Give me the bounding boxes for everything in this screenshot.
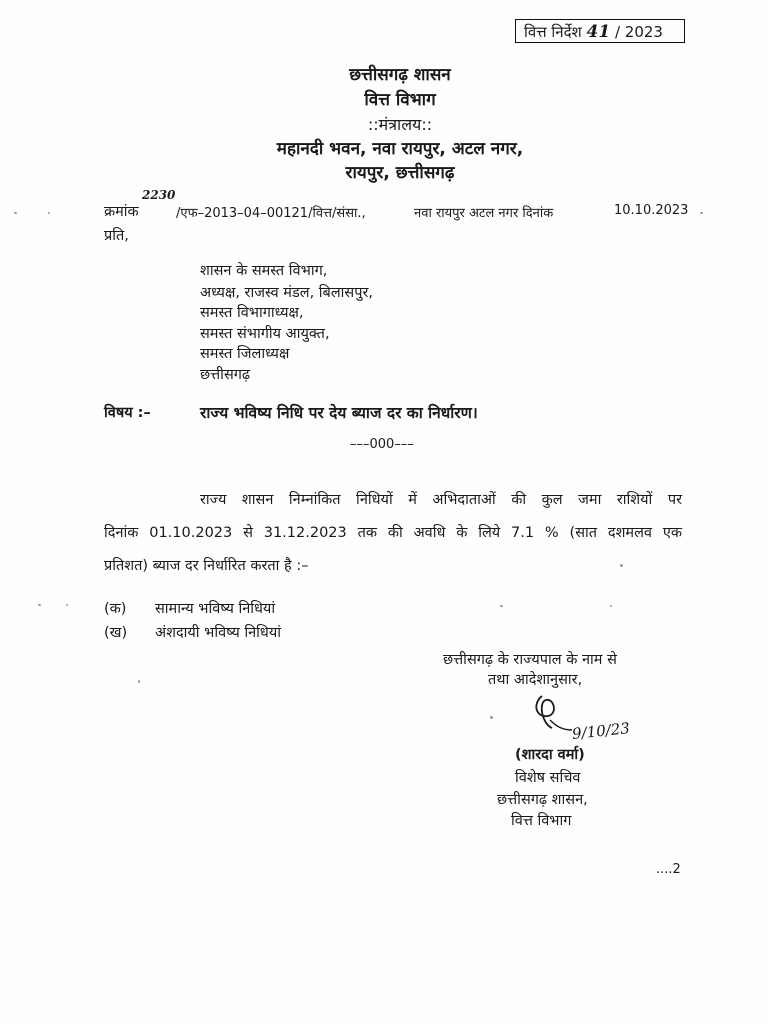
reference-box: [515, 19, 685, 43]
signatory-government: छत्तीसगढ़ शासन,: [497, 792, 588, 808]
separator: –––000–––: [350, 437, 414, 452]
signatory-designation: विशेष सचिव: [515, 770, 581, 786]
scan-speck: [138, 680, 140, 683]
scan-speck: [610, 605, 612, 607]
body-line-3: प्रतिशत) ब्याज दर निर्धारित करता है :–: [104, 558, 309, 574]
recipient-line: शासन के समस्त विभाग,: [200, 263, 328, 279]
header-state: छत्तीसगढ़ शासन: [349, 65, 451, 85]
order-handwritten-number: 2230: [142, 188, 176, 202]
recipient-line: अध्यक्ष, राजस्व मंडल, बिलासपुर,: [200, 285, 373, 301]
header-address-2: रायपुर, छत्तीसगढ़: [345, 163, 455, 183]
recipient-line: समस्त जिलाध्यक्ष: [200, 346, 290, 362]
reference-suffix: / 2023: [614, 23, 663, 41]
page-continuation: ....2: [656, 862, 681, 877]
scan-speck: [14, 212, 17, 214]
scan-speck: [38, 604, 41, 606]
header-department: वित्त विभाग: [364, 90, 436, 110]
signature-date: 9/10/23: [571, 719, 631, 743]
reference-prefix: वित्त निर्देश: [524, 23, 582, 41]
header-mantralaya: ::मंत्रालय::: [367, 115, 433, 134]
scan-speck: [48, 212, 50, 214]
recipient-line: समस्त विभागाध्यक्ष,: [200, 305, 304, 321]
scan-speck: [66, 604, 68, 606]
recipient-line: समस्त संभागीय आयुक्त,: [200, 326, 330, 342]
subject-label: विषय :–: [104, 405, 151, 421]
scan-speck: [620, 564, 623, 567]
order-file-number: /एफ–2013–04–00121/वित्त/संसा.,: [176, 206, 366, 221]
body-line-2: दिनांक 01.10.2023 से 31.12.2023 तक की अवधि के लिये 7.1 % (सात दशमलव एक: [104, 525, 682, 541]
reference-number: 41: [586, 22, 611, 42]
signatory-name: (शारदा वर्मा): [515, 747, 585, 763]
subject-text: राज्य भविष्य निधि पर देय ब्याज दर का निर्धारण।: [200, 404, 478, 422]
closing-line-1: छत्तीसगढ़ के राज्यपाल के नाम से: [443, 652, 617, 668]
closing-line-2: तथा आदेशानुसार,: [488, 672, 583, 688]
scan-speck: [500, 605, 503, 607]
fund-name: सामान्य भविष्य निधियां: [155, 601, 276, 617]
order-date: 10.10.2023: [614, 203, 689, 218]
header-address-1: महानदी भवन, नवा रायपुर, अटल नगर,: [276, 139, 524, 159]
order-kramank-label: क्रमांक: [104, 204, 139, 220]
recipient-line: छत्तीसगढ़: [200, 367, 251, 383]
scan-speck: [490, 716, 493, 719]
scan-speck: [700, 212, 703, 214]
fund-marker: (ख): [104, 625, 128, 641]
order-prati: प्रति,: [104, 228, 129, 244]
fund-marker: (क): [104, 601, 127, 617]
order-place-date-label: नवा रायपुर अटल नगर दिनांक: [414, 206, 554, 221]
body-line-1: राज्य शासन निम्नांकित निधियों में अभिदाताओं की कुल जमा राशियों पर: [200, 492, 682, 508]
fund-name: अंशदायी भविष्य निधियां: [155, 625, 281, 641]
signatory-department: वित्त विभाग: [511, 813, 572, 829]
